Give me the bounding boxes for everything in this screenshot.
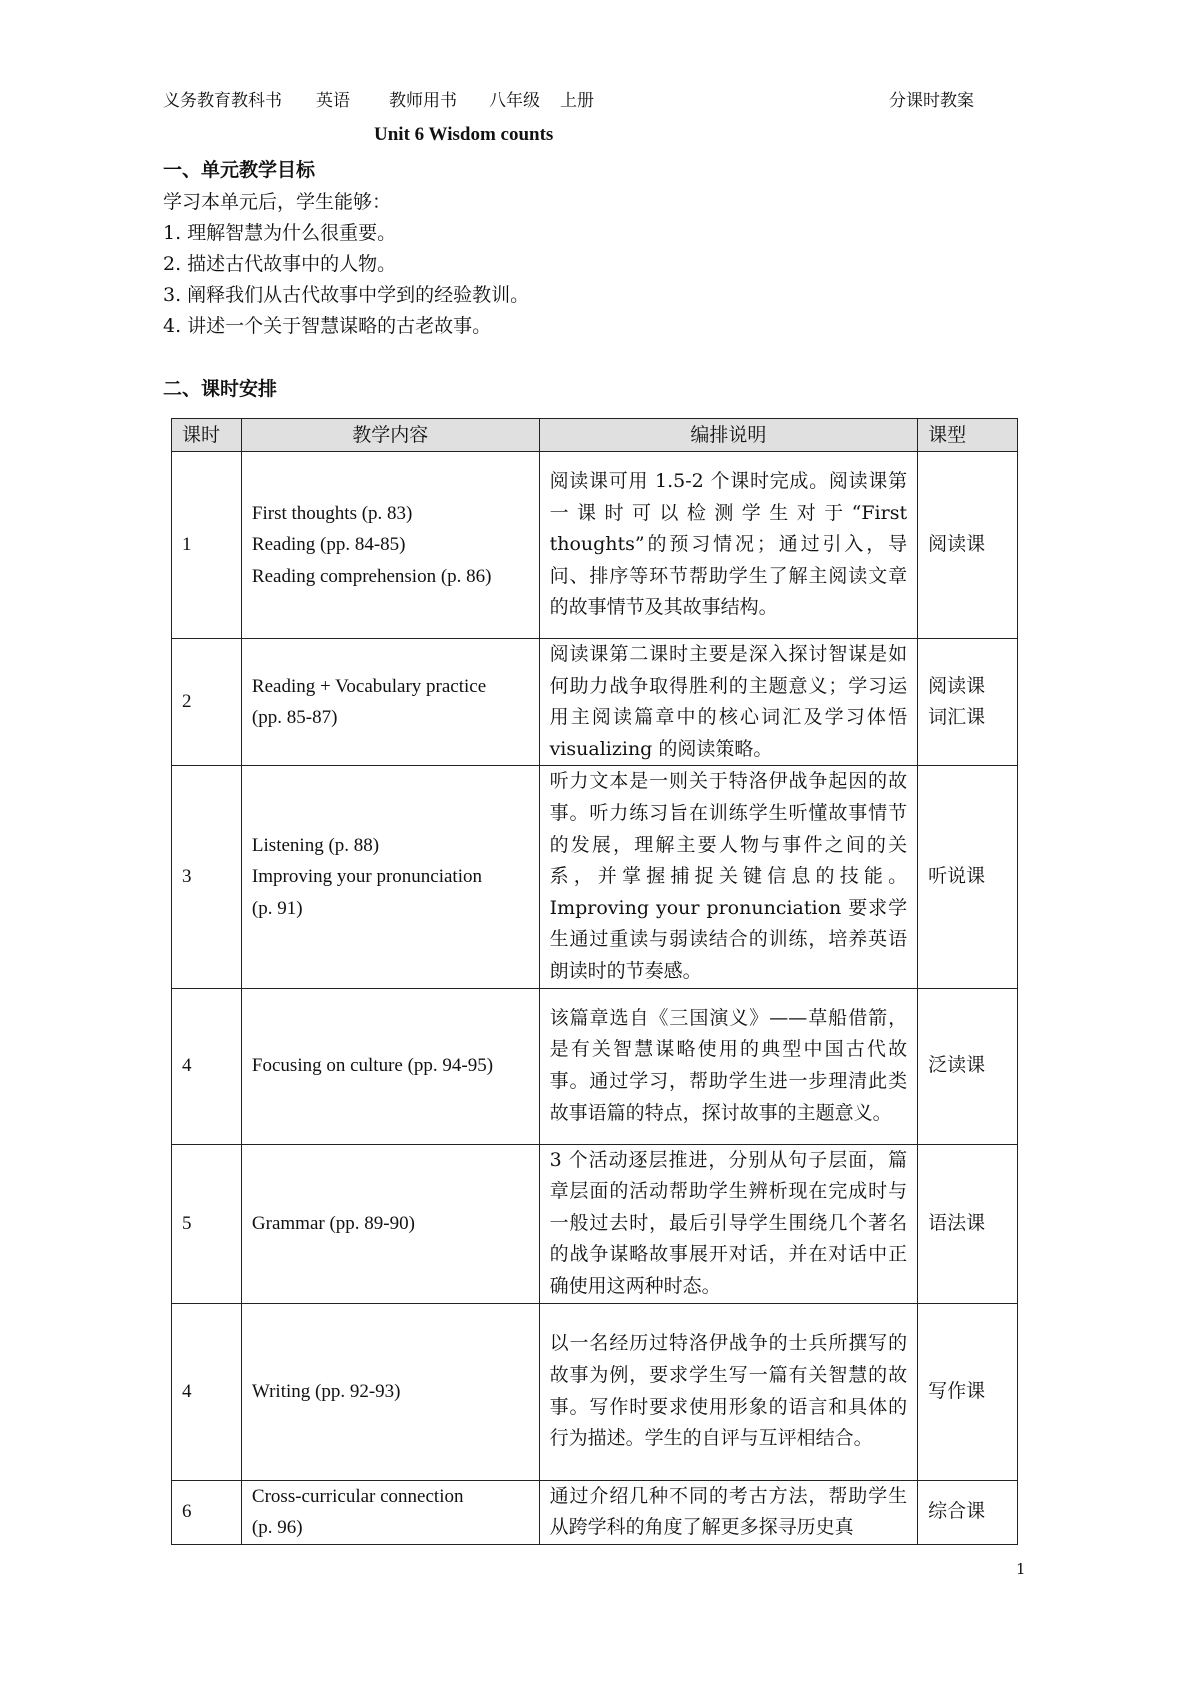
type-line: 语法课 [928,1211,986,1234]
lesson-number: 4 [172,1303,242,1480]
type-line: 综合课 [928,1500,986,1523]
lesson-description: 阅读课第二课时主要是深入探讨智谋是如何助力战争取得胜利的主题意义；学习运用主阅读篇章中的核心词汇及学习体悟 visualizing 的阅读策略。 [539,639,918,766]
lesson-type [918,988,1018,1144]
table-row [172,1144,1018,1303]
content-line: Improving your pronunciation [251,866,482,888]
table-header-row [172,419,1018,452]
objective-item: 3. 阐释我们从古代故事中学到的经验教训。 [163,284,530,306]
content-line: (p. 96) [251,1517,303,1539]
lesson-description: 阅读课可用 1.5-2 个课时完成。阅读课第一课时可以检测学生对于“First thoughts”的预习情况；通过引入，导问、排序等环节帮助学生了解主阅读文章的故事情节及其故事结构。 [539,452,918,639]
type-line: 词汇课 [928,706,986,729]
type-line: 阅读课 [928,533,986,556]
section1-intro: 学习本单元后，学生能够： [163,191,392,213]
table-row [172,766,1018,988]
col-header: 课型 [918,419,1018,452]
content-line: Listening (p. 88) [251,834,380,856]
objective-item: 4. 讲述一个关于智慧谋略的古老故事。 [163,315,492,337]
lesson-number: 3 [172,766,242,988]
table-row [172,988,1018,1144]
lesson-description: 该篇章选自《三国演义》——草船借箭，是有关智慧谋略使用的典型中国古代故事。通过学习，帮助学生进一步理清此类故事语篇的特点，探讨故事的主题意义。 [539,988,918,1144]
lesson-type [918,639,1018,766]
lesson-description: 以一名经历过特洛伊战争的士兵所撰写的故事为例，要求学生写一篇有关智慧的故事。写作时要求使用形象的语言和具体的行为描述。学生的自评与互评相结合。 [539,1303,918,1480]
objective-item: 1. 理解智慧为什么很重要。 [163,222,397,244]
header-grade: 八年级 [489,91,540,111]
header-type: 教师用书 [389,91,457,111]
lesson-content [241,1144,539,1303]
lesson-type [918,1480,1018,1544]
content-line: Focusing on culture (pp. 94-95) [251,1055,494,1077]
type-line: 听说课 [928,865,986,888]
section1-heading: 一、单元教学目标 [163,159,316,181]
lesson-type [918,1303,1018,1480]
col-header: 课时 [172,419,242,452]
lesson-type [918,452,1018,639]
table-row [172,1303,1018,1480]
table-row [172,452,1018,639]
content-line: Grammar (pp. 89-90) [251,1212,415,1234]
col-header: 编排说明 [539,419,918,452]
content-line: Writing (pp. 92-93) [251,1380,401,1402]
header-volume: 上册 [560,91,594,111]
lesson-content [241,452,539,639]
content-line: Cross-curricular connection [251,1485,464,1507]
lesson-description: 听力文本是一则关于特洛伊战争起因的故事。听力练习旨在训练学生听懂故事情节的发展，理解主要人物与事件之间的关系，并掌握捕捉关键信息的技能。Improving your pronunciation 要求学生通过重读与弱读结合的训练，培养英语朗读时的节奏感。 [539,766,918,988]
lesson-description: 3 个活动逐层推进，分别从句子层面，篇章层面的活动帮助学生辨析现在完成时与一般过去时，最后引导学生围绕几个著名的战争谋略故事展开对话，并在对话中正确使用这两种时态。 [539,1144,918,1303]
table-row [172,1480,1018,1544]
lesson-number: 2 [172,639,242,766]
lesson-content [241,1480,539,1544]
content-line: (pp. 85-87) [251,707,338,729]
content-line: First thoughts (p. 83) [251,502,413,524]
header-subject: 英语 [316,91,350,111]
lesson-content [241,988,539,1144]
content-line: Reading comprehension (p. 86) [251,565,492,587]
header-right: 分课时教案 [889,91,974,111]
content-line: Reading + Vocabulary practice [251,675,487,697]
lesson-number: 4 [172,988,242,1144]
type-line: 阅读课 [928,674,986,697]
col-header: 教学内容 [241,419,539,452]
type-line: 写作课 [928,1379,986,1402]
lesson-number: 5 [172,1144,242,1303]
lesson-number: 6 [172,1480,242,1544]
header-book: 义务教育教科书 [163,91,282,111]
lesson-content [241,766,539,988]
content-line: (p. 91) [251,897,303,919]
schedule-table [171,418,1018,1545]
content-line: Reading (pp. 84-85) [251,534,406,556]
page-number: 1 [1016,1560,1026,1578]
lesson-type [918,1144,1018,1303]
lesson-description: 通过介绍几种不同的考古方法，帮助学生从跨学科的角度了解更多探寻历史真 [539,1480,918,1544]
objective-item: 2. 描述古代故事中的人物。 [163,253,397,275]
page-title: Unit 6 Wisdom counts [374,124,554,145]
section2-heading: 二、课时安排 [163,378,278,400]
lesson-type [918,766,1018,988]
type-line: 泛读课 [928,1054,986,1077]
lesson-number: 1 [172,452,242,639]
lesson-content [241,639,539,766]
table-row [172,639,1018,766]
lesson-content [241,1303,539,1480]
